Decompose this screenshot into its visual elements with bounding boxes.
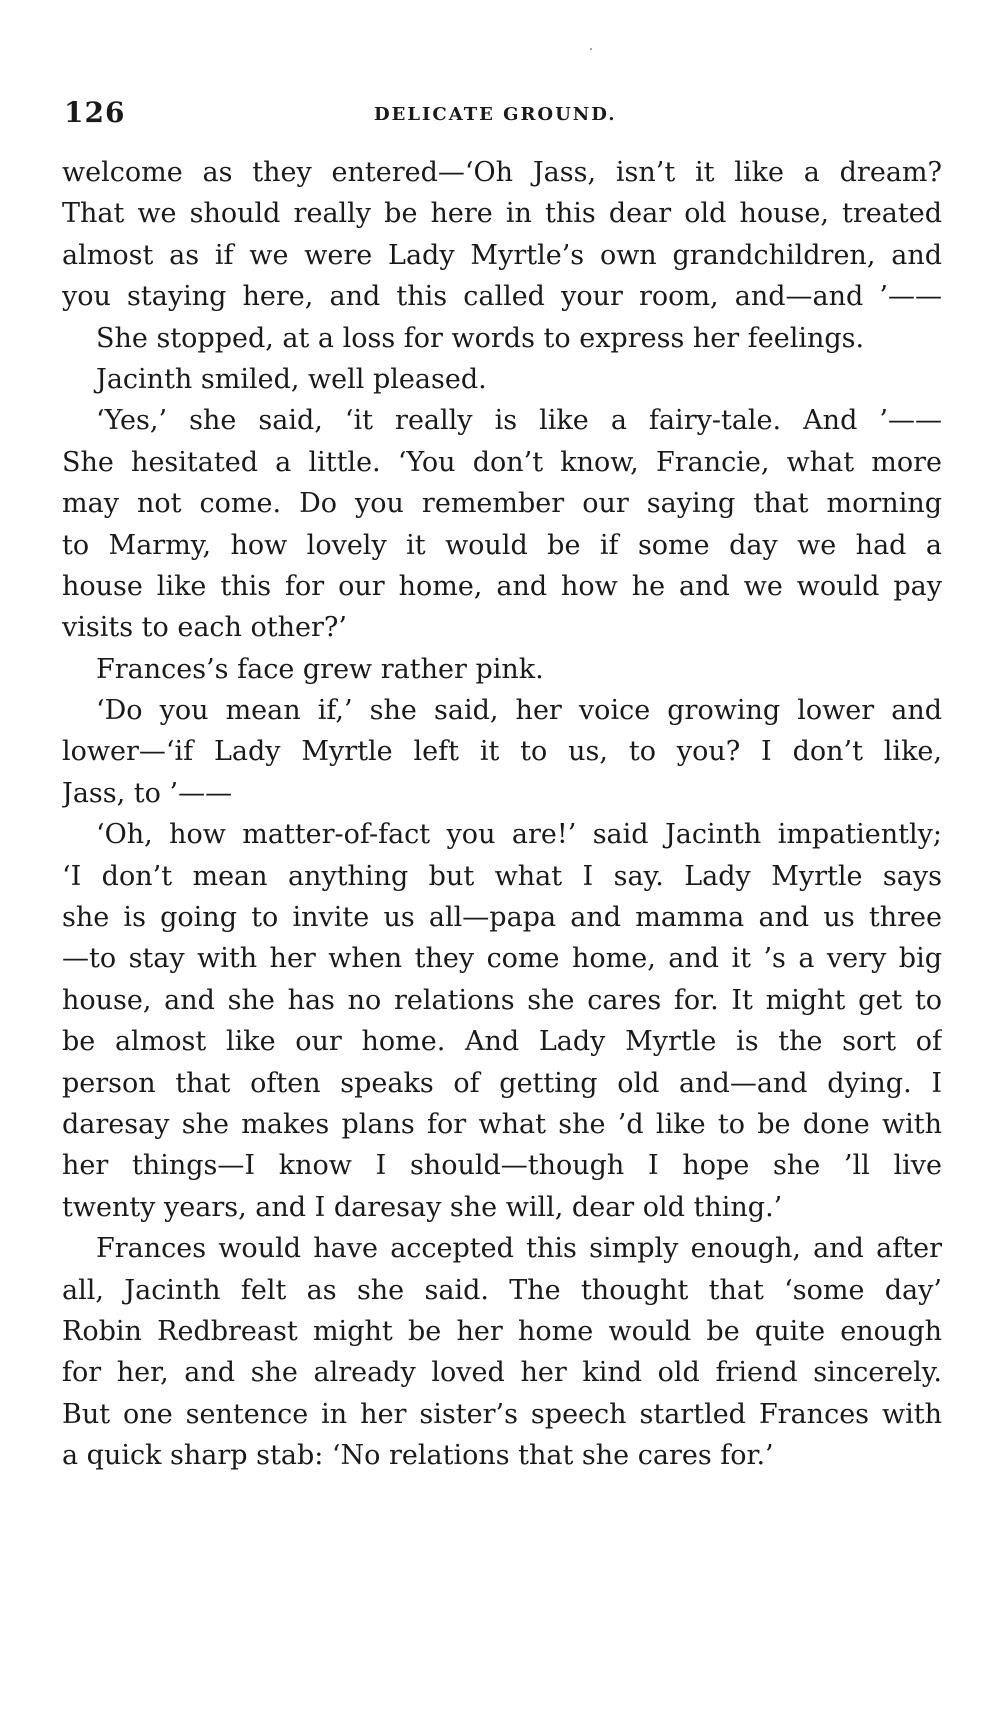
text-line: Robin Redbreast might be her home would be quite enough: [62, 1315, 942, 1347]
text-line: may not come. Do you remember our saying that morning: [62, 488, 942, 520]
text-line: to Marmy, how lovely it would be if some day we had a: [62, 529, 942, 561]
text-line: all, Jacinth felt as she said. The thought that ‘some day’: [62, 1274, 942, 1306]
text-line: ‘Oh, how matter-of-fact you are!’ said Jacinth impatiently;: [96, 819, 942, 851]
text-line: That we should really be here in this dear old house, treated: [62, 198, 942, 230]
text-line: you staying here, and this called your room, and—and ’——: [62, 281, 942, 313]
text-line: house like this for our home, and how he and we would pay: [62, 570, 942, 602]
text-line: Jacinth smiled, well pleased.: [96, 363, 487, 395]
text-line: house, and she has no relations she cares for. It might get to: [62, 984, 942, 1016]
body-text: [62, 152, 942, 1477]
text-line: ‘I don’t mean anything but what I say. Lady Myrtle says: [62, 860, 942, 892]
text-line: Frances’s face grew rather pink.: [96, 653, 544, 685]
text-line: —to stay with her when they come home, and it ’s a very big: [62, 943, 942, 975]
text-line: visits to each other?’: [62, 612, 347, 644]
text-line: twenty years, and I daresay she will, dear old thing.’: [62, 1191, 783, 1223]
text-line: person that often speaks of getting old and—and dying. I: [62, 1067, 942, 1099]
text-line: for her, and she already loved her kind old friend sincerely.: [62, 1357, 942, 1389]
text-line: Frances would have accepted this simply enough, and after: [96, 1233, 942, 1265]
page-number: 126: [64, 96, 126, 129]
text-line: daresay she makes plans for what she ’d like to be done with: [62, 1108, 942, 1140]
text-line: Jass, to ’——: [62, 777, 233, 809]
text-line: She stopped, at a loss for words to express her feelings.: [96, 322, 865, 354]
running-head: [64, 96, 944, 136]
paper-speck: [590, 48, 592, 50]
running-title: DELICATE GROUND.: [374, 104, 617, 125]
text-line: she is going to invite us all—papa and mamma and us three: [62, 902, 942, 934]
text-line: welcome as they entered—‘Oh Jass, isn’t it like a dream?: [62, 157, 942, 188]
text-line: ‘Yes,’ she said, ‘it really is like a fairy-tale. And ’——: [96, 405, 942, 437]
text-line: But one sentence in her sister’s speech startled Frances with: [62, 1398, 942, 1430]
text-line: be almost like our home. And Lady Myrtle is the sort of: [62, 1026, 942, 1058]
text-line: her things—I know I should—though I hope she ’ll live: [62, 1150, 942, 1182]
text-line: ‘Do you mean if,’ she said, her voice growing lower and: [96, 695, 942, 727]
text-line: lower—‘if Lady Myrtle left it to us, to you? I don’t like,: [62, 736, 942, 768]
text-line: She hesitated a little. ‘You don’t know, Francie, what more: [62, 446, 942, 478]
text-line: almost as if we were Lady Myrtle’s own grandchildren, and: [62, 239, 942, 271]
text-line: a quick sharp stab: ‘No relations that she cares for.’: [62, 1440, 774, 1472]
